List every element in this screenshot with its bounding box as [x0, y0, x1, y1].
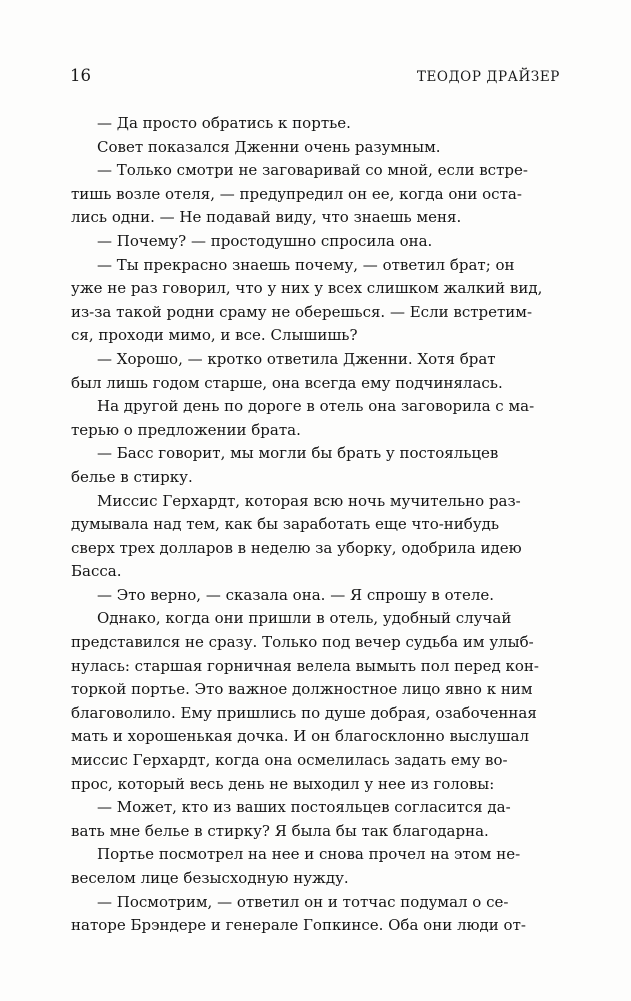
- paragraph: — Это верно, — сказала она. — Я спрошу в отеле.: [97, 585, 495, 604]
- paragraph: Миссис Герхардт, которая всю ночь мучительно раз- думывала над тем, как бы заработать еще что-нибудь сверх трех долларов в неделю за уборку, одобрила идею Басса.: [71, 491, 522, 581]
- text-body: [71, 112, 555, 938]
- paragraph: — Может, кто из ваших постояльцев согласится да- вать мне белье в стирку? Я была бы так благодарна.: [71, 798, 511, 840]
- running-head-author: ТЕОДОР ДРАЙЗЕР: [416, 69, 560, 85]
- paragraph: — Посмотрим, — ответил он и тотчас подумал о се- наторе Брэндере и генерале Гопкинсе. Оба они люди от-: [71, 892, 526, 935]
- paragraph: Однако, когда они пришли в отель, удобный случай представился не сразу. Только под вечер судьба им улыб- нулась: старшая горничная велела вымыть пол перед кон- торкой портье. Это важное должностное лицо явно к ним благоволило. Ему пришлись по душе добрая, озабоченная мать и хорошенькая дочка. И он благосклонно выслушал миссис Герхардт, когда она осмелилась задать ему во- прос, который весь день не выходил у нее из головы:: [71, 609, 539, 793]
- paragraph: — Да просто обратись к портье.: [97, 114, 351, 132]
- paragraph: Портье посмотрел на нее и снова прочел на этом не- веселом лице безысходную нужду.: [71, 845, 521, 887]
- running-head: [70, 66, 560, 90]
- paragraph: — Басс говорит, мы могли бы брать у постояльцев белье в стирку.: [71, 444, 499, 486]
- paragraph: — Почему? — простодушно спросила она.: [97, 231, 433, 250]
- paragraph: Совет показался Дженни очень разумным.: [97, 137, 441, 156]
- paragraph: — Хорошо, — кротко ответила Дженни. Хотя брат был лишь годом старше, она всегда ему подчинялась.: [71, 349, 503, 392]
- paragraph: На другой день по дороге в отель она заговорила с ма- терью о предложении брата.: [71, 397, 535, 439]
- page-number: 16: [70, 66, 91, 85]
- paragraph: — Ты прекрасно знаешь почему, — ответил брат; он уже не раз говорил, что у них у всех слишком жалкий вид, из-за такой родни сраму не оберешься. — Если встретим- ся, проходи мимо, и все. Слышишь?: [71, 255, 543, 345]
- paragraph: — Только смотри не заговаривай со мной, если встре- тишь возле отеля, — предупредил он ее, когда они оста- лись одни. — Не подавай виду, что знаешь меня.: [71, 161, 528, 227]
